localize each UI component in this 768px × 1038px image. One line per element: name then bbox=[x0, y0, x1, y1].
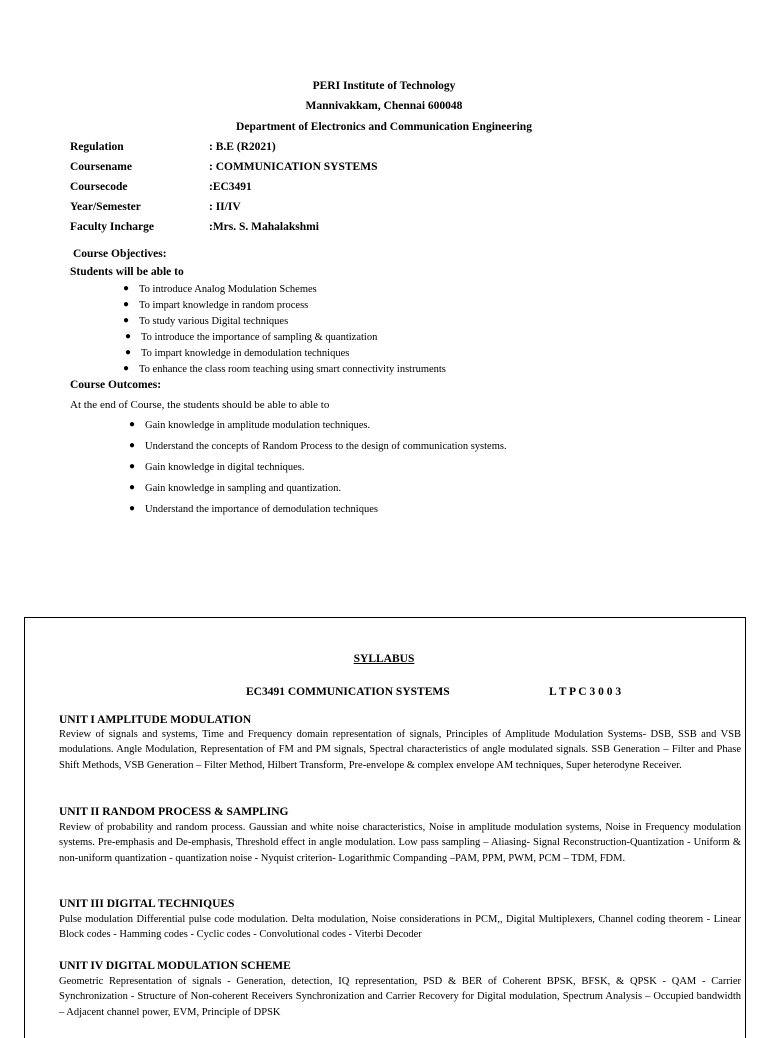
unit-4-body: Geometric Representation of signals - Generation, detection, IQ representation, PSD & BER of Coherent BPSK, BFSK, & QPSK - QAM - Carrier Synchronization - Structure of Non-coherent Receivers Synchronization and Carrier Recovery for Digital modulation, Spectrum Analysis – Occupied bandwidth – Adjacent channel power, EVM, Principle of DPSK bbox=[59, 976, 741, 1018]
info-value: :EC3491 bbox=[209, 181, 252, 193]
info-value: : COMMUNICATION SYSTEMS bbox=[209, 161, 378, 173]
bullet-icon: ● bbox=[123, 363, 130, 374]
bullet-icon: ● bbox=[123, 299, 130, 310]
unit-1-body: Review of signals and systems, Time and Frequency domain representation of signals, Principles of Amplitude Modulation Systems- DSB, SSB and VSB modulations. Angle Modulation, Representation of FM and PM signals, Spectral characteristics of angle modulated signals. SSB Generation – Filter and Phase Shift Methods, VSB Generation – Filter Method, Hilbert Transform, Pre-envelope & complex envelope AM techniques, Super heterodyne Receiver. bbox=[59, 729, 741, 771]
info-label: Year/Semester bbox=[70, 201, 141, 213]
unit-2-title: UNIT II RANDOM PROCESS & SAMPLING bbox=[59, 806, 289, 818]
bullet-icon: ● bbox=[123, 283, 130, 294]
bullet-icon: ● bbox=[129, 482, 136, 493]
outcomes-heading: Course Outcomes: bbox=[70, 379, 162, 391]
syllabus-course: EC3491 COMMUNICATION SYSTEMS bbox=[246, 686, 450, 698]
info-label: Regulation bbox=[70, 141, 124, 153]
syllabus-ltpc: L T P C 3 0 0 3 bbox=[549, 686, 622, 698]
department-name: Department of Electronics and Communication Engineering bbox=[236, 121, 532, 133]
institute-address: Mannivakkam, Chennai 600048 bbox=[305, 100, 463, 112]
objectives-heading: Course Objectives: bbox=[73, 248, 167, 260]
info-value: : II/IV bbox=[209, 201, 241, 213]
institute-name: PERI Institute of Technology bbox=[312, 80, 456, 92]
unit-3-body: Pulse modulation Differential pulse code modulation. Delta modulation, Noise considerations in PCM,, Digital Multiplexers, Channel coding theorem - Linear Block codes - Hamming codes - Cyclic codes - Convolutional codes - Viterbi Decoder bbox=[59, 914, 741, 941]
unit-4-title: UNIT IV DIGITAL MODULATION SCHEME bbox=[59, 960, 291, 972]
outcomes-intro: At the end of Course, the students should be able to able to bbox=[70, 399, 330, 411]
bullet-icon: ● bbox=[129, 419, 136, 430]
info-value: :Mrs. S. Mahalakshmi bbox=[209, 221, 319, 233]
objectives-intro: Students will be able to bbox=[70, 266, 184, 278]
info-label: Coursecode bbox=[70, 181, 128, 193]
bullet-icon: ● bbox=[129, 503, 136, 514]
bullet-icon: ● bbox=[129, 440, 136, 451]
unit-3-title: UNIT III DIGITAL TECHNIQUES bbox=[59, 898, 235, 910]
unit-2-body: Review of probability and random process. Gaussian and white noise characteristics, Noise in amplitude modulation systems, Noise in Frequency modulation systems. Pre-emphasis and De-emphasis, Threshold effect in angle modulation. Low pass sampling – Aliasing- Signal Reconstruction-Quantization - Uniform & non-uniform quantization - quantization noise - Nyquist criterion- Logarithmic Companding –PAM, PPM, PWM, PCM – TDM, FDM. bbox=[59, 822, 741, 864]
bullet-icon: ● bbox=[125, 331, 132, 342]
info-value: : B.E (R2021) bbox=[209, 141, 276, 153]
bullet-icon: ● bbox=[125, 347, 132, 358]
info-label: Faculty Incharge bbox=[70, 221, 155, 233]
bullet-icon: ● bbox=[123, 315, 130, 326]
bullet-icon: ● bbox=[129, 461, 136, 472]
unit-1-title: UNIT I AMPLITUDE MODULATION bbox=[59, 714, 252, 726]
info-label: Coursename bbox=[70, 161, 132, 173]
syllabus-title: SYLLABUS bbox=[353, 653, 415, 665]
